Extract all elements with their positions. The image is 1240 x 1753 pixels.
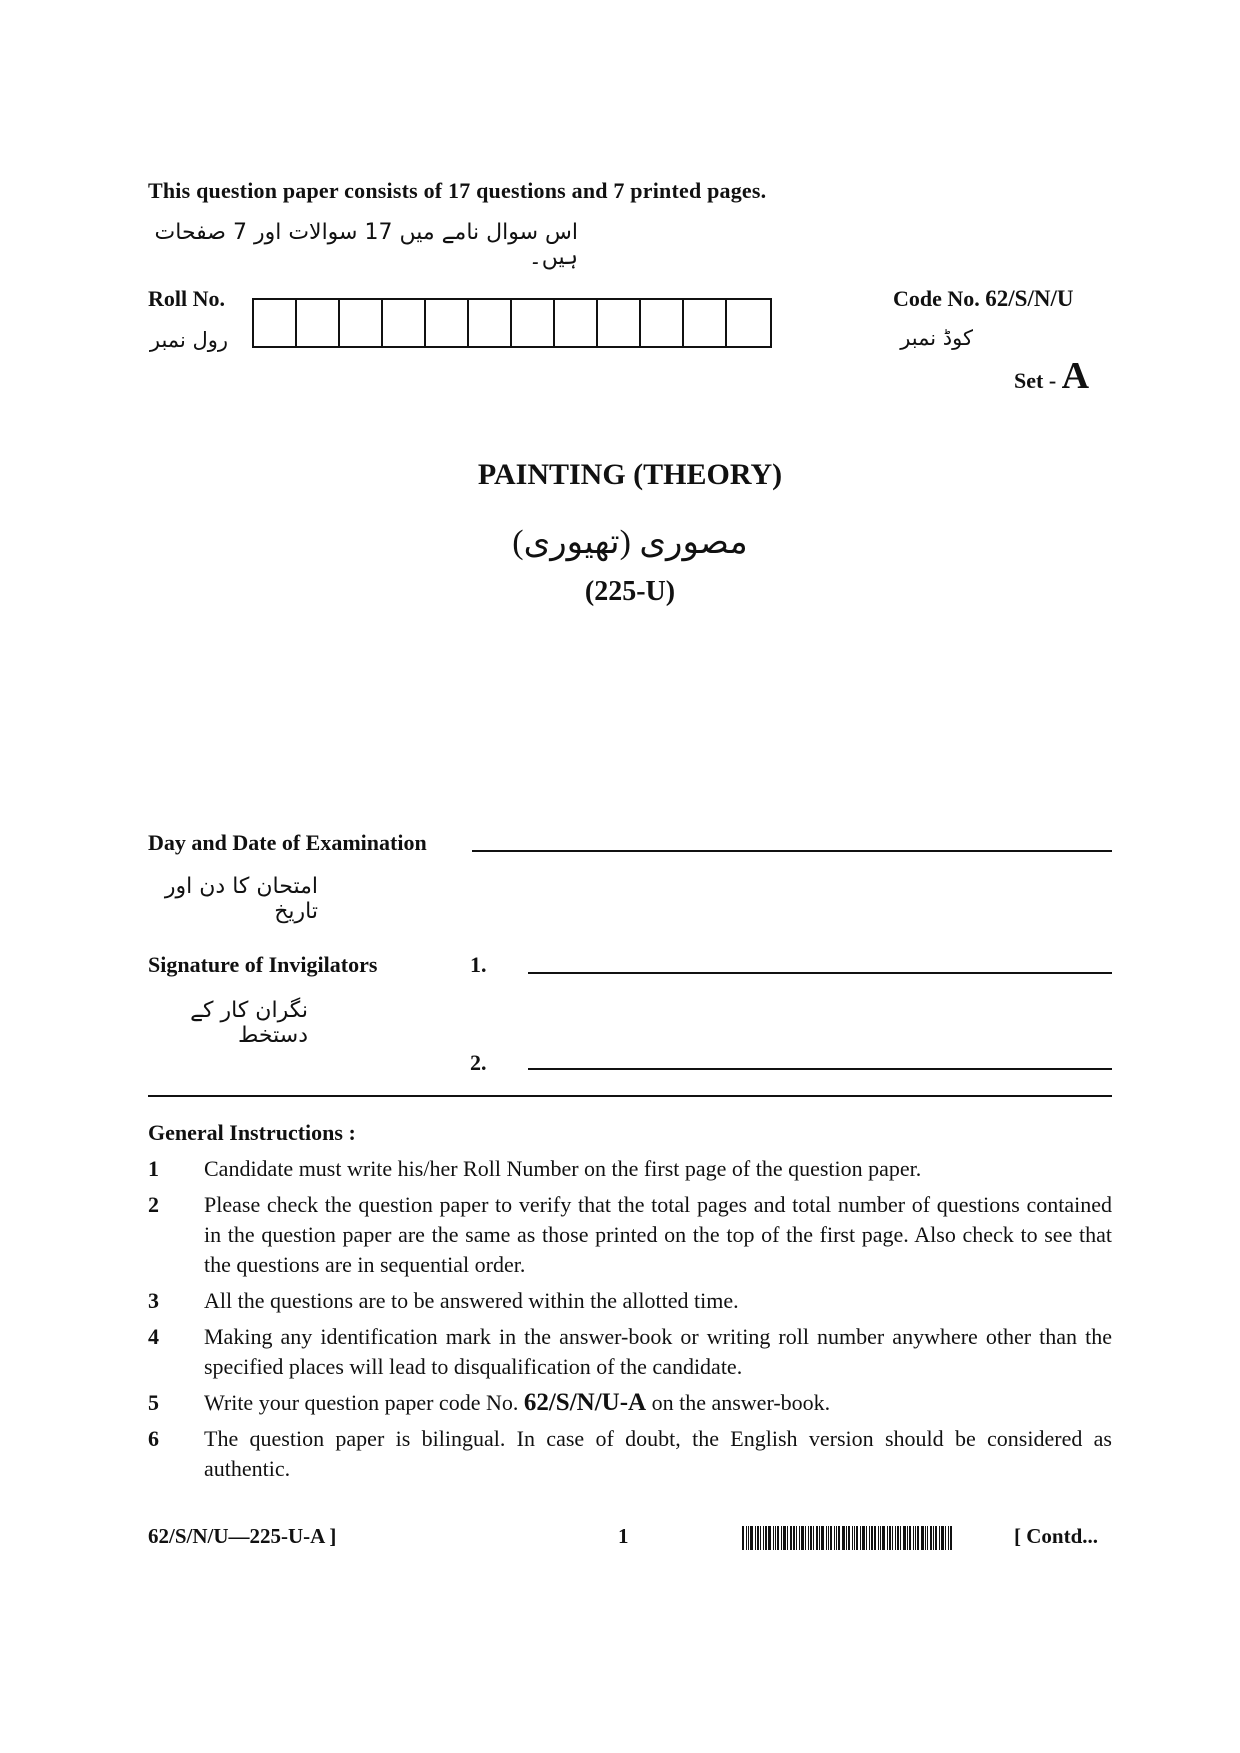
footer-paper-code: 62/S/N/U—225-U-A ] (148, 1524, 337, 1548)
barcode-bar (760, 1526, 761, 1550)
roll-digit-box[interactable] (383, 300, 426, 346)
barcode-bar (830, 1526, 832, 1550)
barcode-bar (775, 1526, 776, 1550)
instruction-text-after: on the answer-book. (651, 1390, 831, 1415)
barcode-bar (878, 1526, 879, 1550)
roll-digit-box[interactable] (727, 300, 770, 346)
barcode-bar (836, 1526, 837, 1550)
roll-digit-box[interactable] (684, 300, 727, 346)
exam-date-field[interactable] (472, 850, 1112, 852)
instruction-number: 6 (148, 1426, 159, 1451)
roll-digit-box[interactable] (426, 300, 469, 346)
instruction-text: Making any identification mark in the answer-book or writing roll number anywhere other than the specified places will lead to disqualification of the candidate. (204, 1324, 1112, 1379)
instruction-number: 4 (148, 1324, 159, 1349)
barcode-bar (842, 1526, 845, 1550)
roll-number-boxes[interactable] (252, 298, 772, 348)
paper-info-english: This question paper consists of 17 questions and 7 printed pages. (148, 178, 767, 203)
instruction-text: All the questions are to be answered within the allotted time. (204, 1288, 739, 1313)
roll-digit-box[interactable] (297, 300, 340, 346)
barcode-bar (746, 1526, 747, 1550)
barcode-bar (813, 1526, 814, 1550)
footer-page-number: 1 (618, 1524, 629, 1548)
barcode-bar (856, 1526, 858, 1550)
barcode-bar (897, 1526, 899, 1550)
barcode-bar (848, 1526, 850, 1550)
barcode-bar (799, 1526, 800, 1550)
barcode-bar (927, 1526, 928, 1550)
barcode-bar (838, 1526, 840, 1550)
subject-code: (225-U) (584, 576, 676, 607)
barcode-bar (763, 1526, 764, 1550)
barcode-bar (819, 1526, 820, 1550)
code-number-label-urdu: کوڈ نمبر (900, 326, 973, 350)
barcode-bar (777, 1526, 779, 1550)
instructions-list (148, 1154, 1112, 1490)
barcode-bar (773, 1526, 774, 1550)
code-number-value: 62/S/N/U (985, 286, 1074, 311)
footer-continued: [ Contd... (1014, 1524, 1099, 1548)
barcode-bar (781, 1526, 782, 1550)
barcode-bar (939, 1526, 940, 1550)
barcode-bar (748, 1526, 749, 1550)
barcode-bar (882, 1526, 885, 1550)
instruction-item (148, 1388, 1112, 1418)
roll-digit-box[interactable] (512, 300, 555, 346)
instruction-item (148, 1322, 1112, 1382)
barcode-bar (925, 1526, 926, 1550)
barcode-bar (834, 1526, 835, 1550)
barcode-bar (757, 1526, 759, 1550)
instruction-item (148, 1424, 1112, 1484)
instruction-text-before: Write your question paper code No. (204, 1390, 519, 1415)
barcode-bar (874, 1526, 876, 1550)
invigilator-signature-label: Signature of Invigilators (148, 952, 378, 977)
roll-digit-box[interactable] (469, 300, 512, 346)
barcode-bar (816, 1526, 818, 1550)
instruction-number: 2 (148, 1192, 159, 1217)
barcode-bar (866, 1526, 867, 1550)
roll-number-label-urdu: رول نمبر (149, 328, 228, 352)
paper-info-urdu: اس سوال نامے میں 17 سوالات اور 7 صفحات ہیں۔ (154, 220, 578, 270)
code-number (893, 286, 1073, 312)
subject-title: PAINTING (THEORY) (477, 458, 783, 491)
barcode-bar (880, 1526, 881, 1550)
barcode-bar (821, 1526, 824, 1550)
instruction-item (148, 1286, 1112, 1316)
barcode-bar (935, 1526, 937, 1550)
instruction-text: Candidate must write his/her Roll Number on the first page of the question paper. (204, 1156, 922, 1181)
barcode-bar (933, 1526, 934, 1550)
barcode-bar (768, 1526, 771, 1550)
barcode-bar (869, 1526, 870, 1550)
section-divider (148, 1095, 1112, 1097)
barcode-bar (860, 1526, 861, 1550)
barcode-bar (871, 1526, 873, 1550)
barcode-bar (826, 1526, 827, 1550)
exam-date-label: Day and Date of Examination (148, 830, 427, 855)
general-instructions-title: General Instructions : (148, 1120, 356, 1145)
roll-digit-box[interactable] (340, 300, 383, 346)
set-value: A (1061, 355, 1090, 397)
barcode-bar (805, 1526, 806, 1550)
barcode-bar (765, 1526, 767, 1550)
instruction-number: 5 (148, 1390, 159, 1415)
paper-code-emphasis: 62/S/N/U-A (523, 1389, 647, 1416)
barcode-bar (742, 1526, 744, 1550)
signature-field-2[interactable] (528, 1068, 1112, 1070)
roll-digit-box[interactable] (641, 300, 684, 346)
barcode-bar (755, 1526, 756, 1550)
invigilator-signature-label-urdu: نگران کار کے دستخط (190, 998, 308, 1048)
barcode-bar (887, 1526, 888, 1550)
barcode-bar (790, 1526, 792, 1550)
barcode-bar (945, 1526, 946, 1550)
barcode-bar (909, 1526, 911, 1550)
instruction-text: Please check the question paper to verify that the total pages and total number of questions contained in the question paper are the same as those printed on the top of the first page. Also check to see that the questions are in sequential order. (204, 1192, 1112, 1277)
roll-number-label: Roll No. (148, 286, 225, 311)
instruction-text (204, 1388, 1112, 1418)
instruction-number: 1 (148, 1156, 159, 1181)
exam-date-label-urdu: امتحان کا دن اور تاریخ (164, 874, 318, 924)
barcode-bar (913, 1526, 914, 1550)
barcode-bar (907, 1526, 908, 1550)
barcode-bar (793, 1526, 795, 1550)
barcode-bar (921, 1526, 924, 1550)
instruction-item (148, 1154, 1112, 1184)
barcode-bar (828, 1526, 829, 1550)
roll-digit-box[interactable] (254, 300, 297, 346)
barcode-bar (889, 1526, 891, 1550)
barcode-bar (892, 1526, 893, 1550)
barcode-bar (787, 1526, 788, 1550)
signature-number-2: 2. (470, 1050, 487, 1075)
barcode-bar (810, 1526, 812, 1550)
roll-digit-box[interactable] (598, 300, 641, 346)
barcode-bar (862, 1526, 865, 1550)
barcode-bar (808, 1526, 809, 1550)
barcode-bar (941, 1526, 944, 1550)
barcode-bar (900, 1526, 901, 1550)
barcode-bar (930, 1526, 932, 1550)
barcode-image (742, 1526, 1002, 1550)
instruction-item (148, 1190, 1112, 1280)
signature-number-1: 1. (470, 952, 487, 977)
barcode-bar (846, 1526, 847, 1550)
barcode-bar (801, 1526, 804, 1550)
roll-digit-box[interactable] (555, 300, 598, 346)
barcode-bar (950, 1526, 952, 1550)
signature-field-1[interactable] (528, 972, 1112, 974)
barcode-bar (917, 1526, 919, 1550)
barcode-bar (750, 1526, 753, 1550)
barcode-bar (783, 1526, 786, 1550)
barcode-bar (852, 1526, 853, 1550)
barcode-bar (854, 1526, 855, 1550)
barcode-bar (915, 1526, 916, 1550)
barcode-bar (895, 1526, 896, 1550)
barcode-bar (948, 1526, 949, 1550)
subject-title-urdu: مصوری (تھیوری) (512, 524, 748, 561)
code-number-label: Code No. (893, 286, 980, 311)
set-label: Set - (1014, 368, 1057, 393)
barcode-bar (903, 1526, 906, 1550)
barcode-bar (796, 1526, 797, 1550)
instruction-number: 3 (148, 1288, 159, 1313)
instruction-text: The question paper is bilingual. In case of doubt, the English version should be considered as authentic. (204, 1426, 1112, 1481)
set-indicator (1014, 354, 1089, 398)
